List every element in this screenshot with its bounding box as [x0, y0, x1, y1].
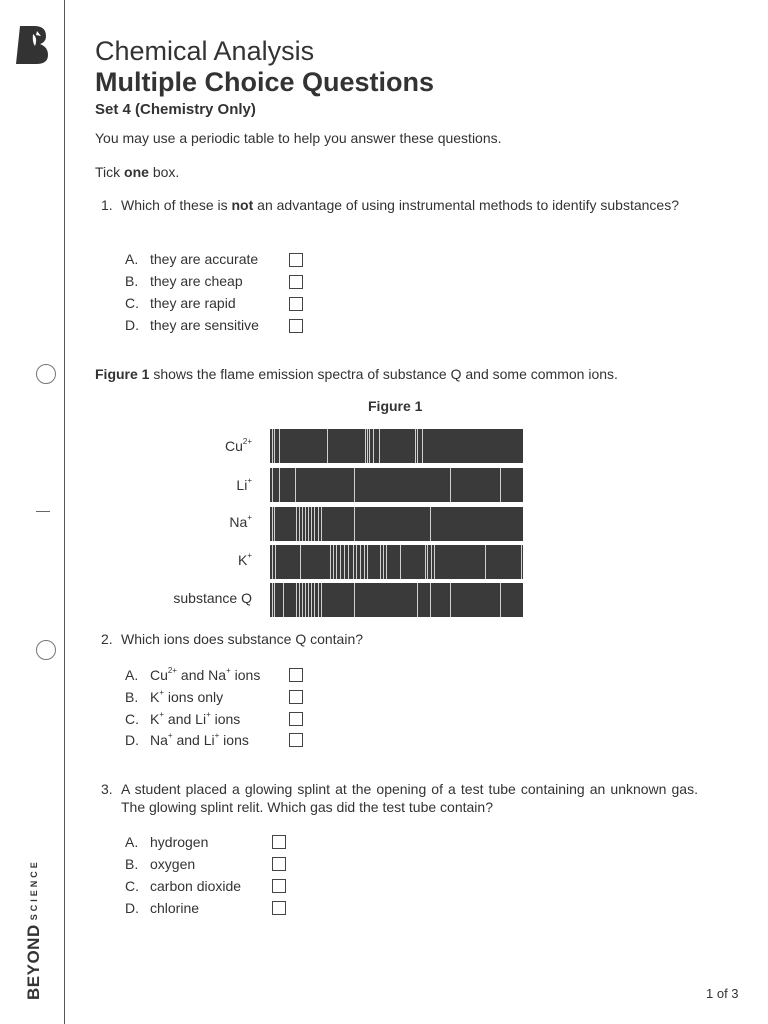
figure-title: Figure 1 — [368, 398, 423, 414]
spectral-line — [272, 583, 273, 617]
spectral-line — [353, 545, 354, 579]
q3-checkbox-a[interactable] — [272, 835, 286, 849]
set-title: Set 4 (Chemistry Only) — [95, 101, 256, 118]
spectral-line — [450, 468, 451, 502]
q3-checkbox-d[interactable] — [272, 901, 286, 915]
q3-checkbox-b[interactable] — [272, 857, 286, 871]
spectral-line — [383, 545, 384, 579]
spectral-line — [344, 545, 345, 579]
spectral-line — [500, 583, 501, 617]
q2-option-b: B. K+ ions only — [125, 688, 224, 705]
spectral-line — [333, 545, 334, 579]
spectral-line — [430, 583, 431, 617]
label-li: Li+ — [236, 476, 252, 493]
spectral-line — [367, 429, 368, 463]
spectral-line — [274, 507, 275, 541]
topic-title: Chemical Analysis — [95, 36, 315, 66]
spectral-line — [400, 545, 401, 579]
spectral-line — [425, 545, 426, 579]
q2-option-c: C. K+ and Li+ ions — [125, 710, 241, 727]
fold-mark — [36, 511, 50, 512]
spectral-line — [311, 583, 312, 617]
q3-number: 3. — [101, 781, 113, 797]
spectral-line — [500, 468, 501, 502]
q1-checkbox-b[interactable] — [289, 275, 303, 289]
spectrum-cu — [270, 429, 523, 463]
q1-option-d: D. they are sensitive — [125, 317, 259, 333]
spectrum-substance-q — [270, 583, 523, 617]
q1-number: 1. — [101, 197, 113, 213]
q1-checkbox-c[interactable] — [289, 297, 303, 311]
spectral-line — [379, 429, 380, 463]
spectral-line — [318, 583, 319, 617]
spectral-line — [318, 507, 319, 541]
brand-beyond: BEYOND — [24, 924, 43, 1000]
spectral-line — [275, 545, 276, 579]
spectral-line — [380, 545, 381, 579]
spectral-line — [354, 507, 355, 541]
spectral-line — [422, 429, 423, 463]
spectral-line — [274, 583, 275, 617]
spectral-line — [296, 507, 297, 541]
spectral-line — [314, 583, 315, 617]
spectrum-na — [270, 507, 523, 541]
spectral-line — [415, 429, 416, 463]
spectral-line — [279, 429, 280, 463]
q1-option-c: C. they are rapid — [125, 295, 236, 311]
spectral-line — [305, 507, 306, 541]
spectral-line — [314, 507, 315, 541]
brand-science: SCIENCE — [29, 859, 39, 921]
spectral-line — [430, 507, 431, 541]
spectral-line — [369, 429, 370, 463]
q1-checkbox-d[interactable] — [289, 319, 303, 333]
spectrum-k — [270, 545, 523, 579]
q3-option-c: C. carbon dioxide — [125, 878, 242, 894]
q3-option-b: B. oxygen — [125, 856, 196, 872]
spectral-line — [274, 429, 275, 463]
spectral-line — [308, 507, 309, 541]
spectral-line — [450, 583, 451, 617]
spectral-line — [521, 545, 522, 579]
label-na: Na+ — [229, 513, 252, 530]
spectral-line — [431, 545, 432, 579]
label-k: K+ — [237, 551, 252, 568]
punch-hole-top — [36, 364, 56, 384]
spectral-line — [299, 583, 300, 617]
margin-line — [64, 0, 65, 1024]
q2-option-d: D. Na+ and Li+ ions — [125, 731, 249, 748]
spectral-line — [354, 583, 355, 617]
q1-text: Which of these is not an advantage of using instrumental methods to identify substances? — [121, 197, 679, 213]
spectral-line — [272, 507, 273, 541]
q3-text: A student placed a glowing splint at the opening of a test tube containing an unknown gas. The glowing splint relit. Which gas did the test tube contain? — [121, 781, 698, 815]
spectral-line — [321, 507, 322, 541]
spectral-line — [367, 545, 368, 579]
spectral-line — [305, 583, 306, 617]
q2-checkbox-a[interactable] — [289, 668, 303, 682]
tick-instruction: Tick one box. — [95, 164, 180, 180]
q3-option-a: A. hydrogen — [125, 834, 209, 850]
q2-checkbox-c[interactable] — [289, 712, 303, 726]
spectral-line — [485, 545, 486, 579]
spectral-line — [417, 429, 418, 463]
label-cu: $Cu^{2+}$ — [224, 437, 252, 454]
q3-option-d: D. chlorine — [125, 900, 200, 916]
spectrum-li — [270, 468, 523, 502]
page-number: 1 of 3 — [706, 986, 739, 1001]
spectral-line — [434, 545, 435, 579]
spectral-line — [302, 583, 303, 617]
spectral-line — [336, 545, 337, 579]
spectral-line — [340, 545, 341, 579]
q3-checkbox-c[interactable] — [272, 879, 286, 893]
spectral-line — [427, 545, 428, 579]
punch-hole-bottom — [36, 640, 56, 660]
spectral-line — [279, 468, 280, 502]
q1-option-a: A. they are accurate — [125, 251, 259, 267]
spectral-line — [354, 468, 355, 502]
figure-caption: Figure 1 shows the flame emission spectra of substance Q and some common ions. — [95, 366, 618, 382]
spectral-line — [272, 545, 273, 579]
spectral-line — [360, 545, 361, 579]
beyond-logo-icon — [16, 22, 50, 66]
q2-checkbox-b[interactable] — [289, 690, 303, 704]
label-substance-q: substance Q — [173, 590, 252, 606]
spectral-line — [295, 468, 296, 502]
spectral-line — [321, 583, 322, 617]
spectral-line — [296, 583, 297, 617]
q2-checkbox-d[interactable] — [289, 733, 303, 747]
periodic-note: You may use a periodic table to help you answer these questions. — [95, 130, 502, 146]
spectral-line — [300, 545, 301, 579]
spectral-line — [272, 429, 273, 463]
spectral-line — [311, 507, 312, 541]
q2-text: Which ions does substance Q contain? — [121, 631, 364, 647]
spectral-line — [365, 429, 366, 463]
spectral-line — [373, 429, 374, 463]
spectral-line — [308, 583, 309, 617]
spectral-line — [356, 545, 357, 579]
q1-checkbox-a[interactable] — [289, 253, 303, 267]
spectral-line — [386, 545, 387, 579]
q1-option-b: B. they are cheap — [125, 273, 243, 289]
q2-option-a: A. $Cu^{2+}$ and Na+ ions — [125, 666, 261, 683]
spectral-line — [299, 507, 300, 541]
spectral-line — [364, 545, 365, 579]
spectral-line — [348, 545, 349, 579]
brand-vertical — [22, 845, 46, 1000]
spectral-line — [330, 545, 331, 579]
spectral-line — [272, 468, 273, 502]
q2-number: 2. — [101, 631, 113, 647]
page-title: Multiple Choice Questions — [95, 67, 435, 97]
spectral-line — [417, 583, 418, 617]
spectral-line — [327, 429, 328, 463]
spectral-line — [283, 583, 284, 617]
spectral-line — [302, 507, 303, 541]
